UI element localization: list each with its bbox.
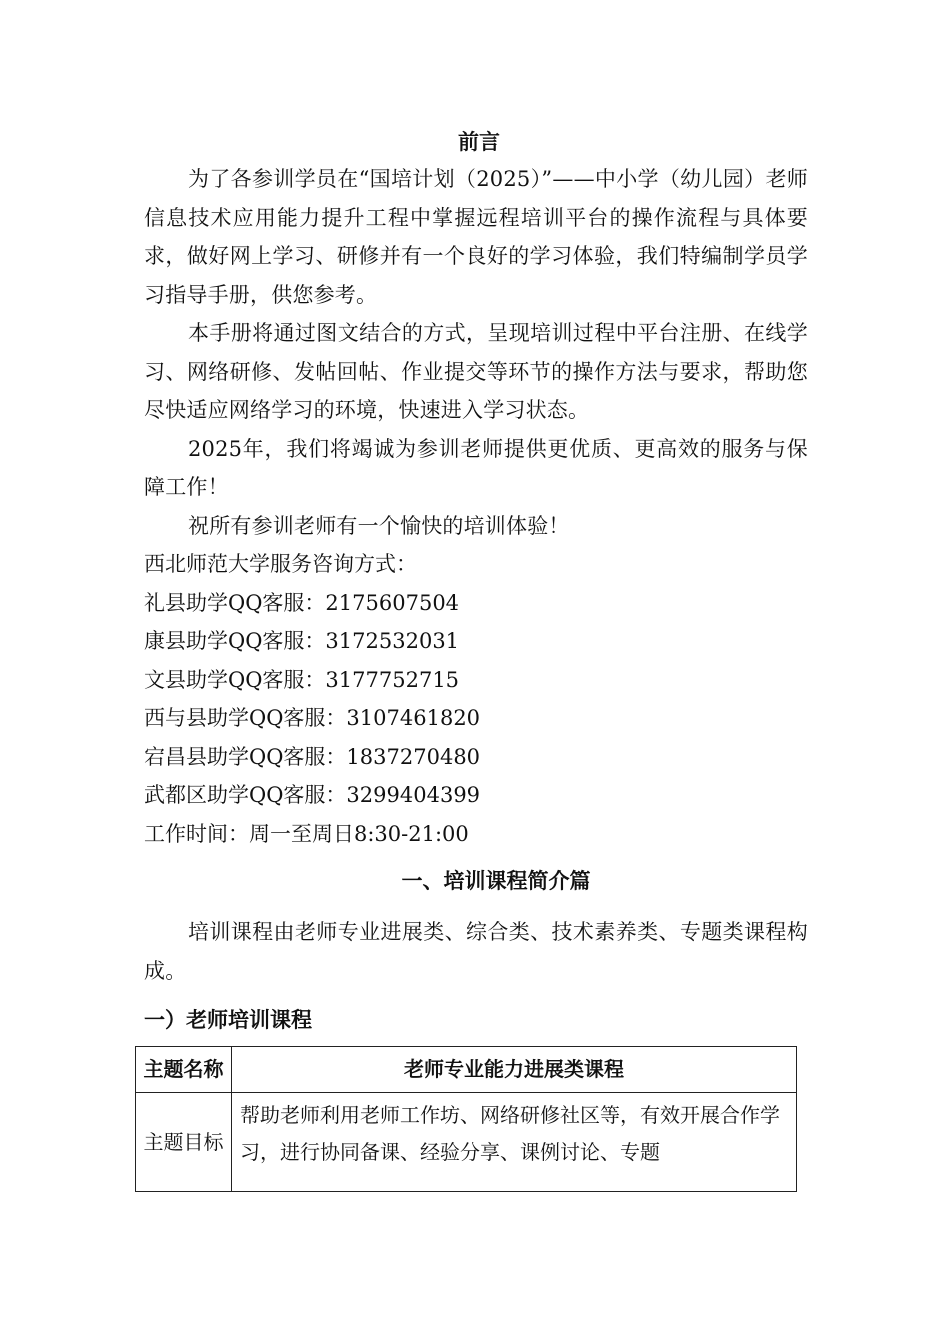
section-title: 一、培训课程简介篇 [401, 868, 591, 893]
preface-paragraph: 祝所有参训老师有一个愉快的培训体验！ [188, 513, 570, 538]
contact-line: 文县助学QQ客服：3177752715 [144, 667, 460, 692]
contact-line: 礼县助学QQ客服：2175607504 [144, 590, 460, 615]
table-value-cell: 老师专业能力进展类课程 [232, 1047, 797, 1093]
contact-heading: 西北师范大学服务咨询方式： [144, 552, 417, 576]
course-table [135, 1046, 797, 1192]
preface-paragraph: 本手册将通过图文结合的方式，呈现培训过程中平台注册、在线学习、网络研修、发帖回帖、作业提交等环节的操作方法与要求，帮助您尽快适应网络学习的环境，快速进入学习状态。 [144, 321, 808, 422]
working-hours: 工作时间：周一至周日8:30-21:00 [144, 821, 469, 846]
preface-title: 前言 [458, 129, 500, 154]
page-content [144, 124, 808, 1038]
preface-paragraph: 2025年，我们将竭诚为参训老师提供更优质、更高效的服务与保障工作！ [144, 436, 808, 499]
table-label-cell: 主题名称 [136, 1047, 232, 1093]
table-label-cell: 主题目标 [136, 1093, 232, 1192]
subsection-heading: 一）老师培训课程 [144, 1007, 312, 1032]
table-row [136, 1093, 797, 1192]
table-row [136, 1047, 797, 1093]
table-value-text: 帮助老师利用老师工作坊、网络研修社区等，有效开展合作学习，进行协同备课、经验分享、课例讨论、专题 [240, 1103, 780, 1164]
contact-line: 武都区助学QQ客服：3299404399 [144, 783, 481, 807]
contact-line: 西与县助学QQ客服：3107461820 [144, 706, 481, 730]
contact-line: 宕昌县助学QQ客服：1837270480 [144, 744, 481, 769]
table-value-cell [232, 1093, 797, 1192]
preface-paragraph: 为了各参训学员在“国培计划（2025）”——中小学（幼儿园）老师信息技术应用能力提升工程中掌握远程培训平台的操作流程与具体要求，做好网上学习、研修并有一个良好的学习体验，我们特编制学员学习指导手册，供您参考。 [144, 167, 808, 307]
section-intro: 培训课程由老师专业进展类、综合类、技术素养类、专题类课程构成。 [144, 920, 808, 983]
contact-line: 康县助学QQ客服：3172532031 [144, 629, 460, 653]
